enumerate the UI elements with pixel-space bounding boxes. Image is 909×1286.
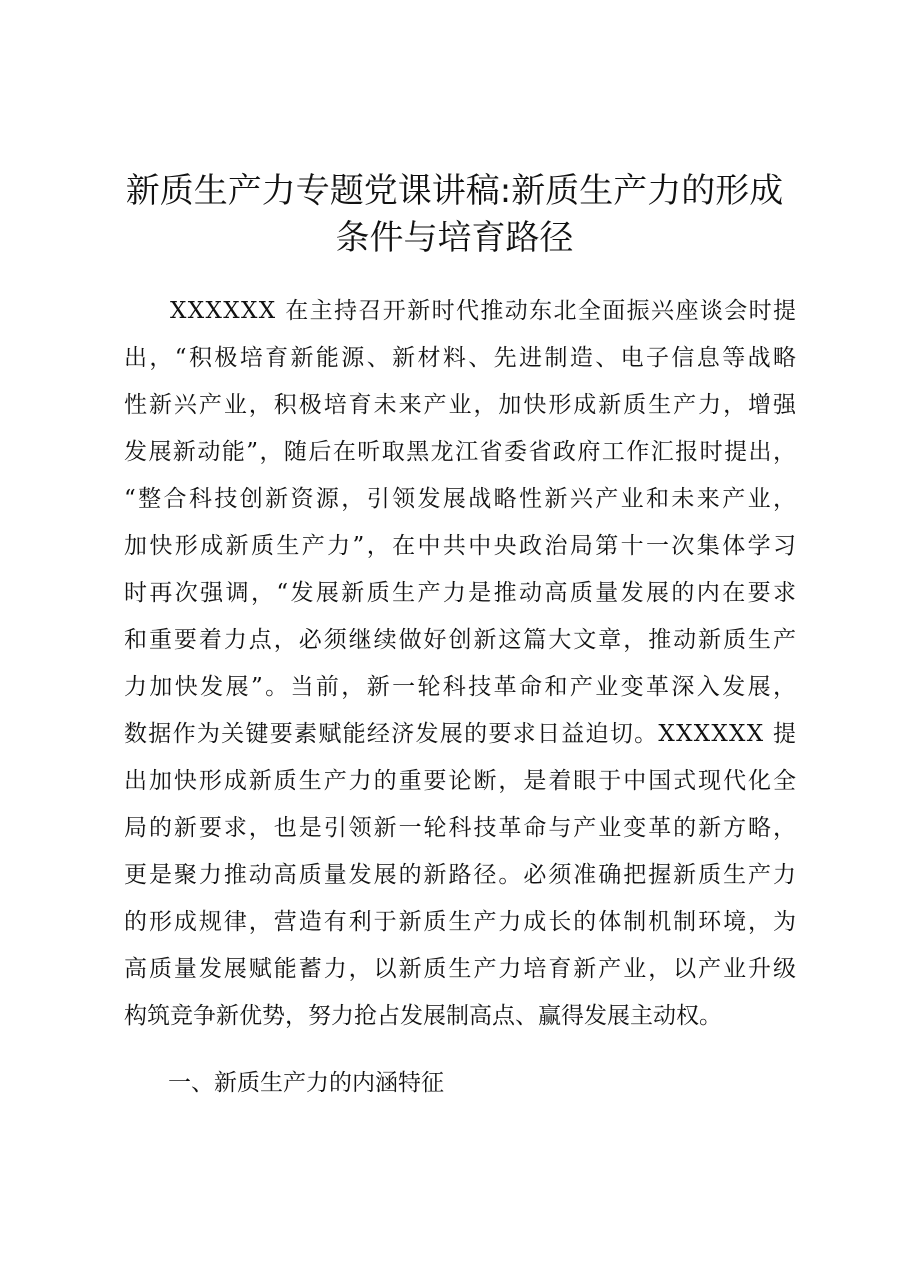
- paragraph-line: 发展新动能”，随后在听取黑龙江省委省政府工作汇报时提出，: [124, 439, 798, 465]
- paragraph-line: 出加快形成新质生产力的重要论断，是着眼于中国式现代化全: [124, 768, 798, 794]
- paragraph-line: 出，“积极培育新能源、新材料、先进制造、电子信息等战略: [124, 345, 799, 371]
- paragraph-line: 构筑竞争新优势，努力抢占发展制高点、赢得发展主动权。: [124, 1003, 722, 1029]
- paragraph-line: 的形成规律，营造有利于新质生产力成长的体制机制环境，为: [124, 909, 798, 935]
- section-heading: 一、新质生产力的内涵特征: [168, 1070, 444, 1096]
- document-title-line-2: 条件与培育路径: [335, 218, 574, 258]
- paragraph-line: 加快形成新质生产力”，在中共中央政治局第十一次集体学习: [124, 533, 799, 559]
- paragraph-line: “整合科技创新资源，引领发展战略性新兴产业和未来产业，: [124, 486, 799, 512]
- paragraph-line: 数据作为关键要素赋能经济发展的要求日益迫切。XXXXXX 提: [124, 721, 798, 747]
- paragraph-line: 更是聚力推动高质量发展的新路径。必须准确把握新质生产力: [124, 862, 798, 888]
- paragraph-line: 力加快发展”。当前，新一轮科技革命和产业变革深入发展，: [124, 674, 799, 700]
- paragraph-line: XXXXXX 在主持召开新时代推动东北全面振兴座谈会时提: [170, 298, 798, 324]
- paragraph-line: 时再次强调，“发展新质生产力是推动高质量发展的内在要求: [124, 580, 799, 606]
- paragraph-line: 性新兴产业，积极培育未来产业，加快形成新质生产力，增强: [124, 392, 798, 418]
- paragraph-line: 高质量发展赋能蓄力，以新质生产力培育新产业，以产业升级: [124, 956, 798, 982]
- paragraph-line: 和重要着力点，必须继续做好创新这篇大文章，推动新质生产: [124, 627, 798, 653]
- document-title-line-1: 新质生产力专题党课讲稿:新质生产力的形成: [125, 171, 784, 211]
- paragraph-line: 局的新要求，也是引领新一轮科技革命与产业变革的新方略，: [124, 815, 798, 841]
